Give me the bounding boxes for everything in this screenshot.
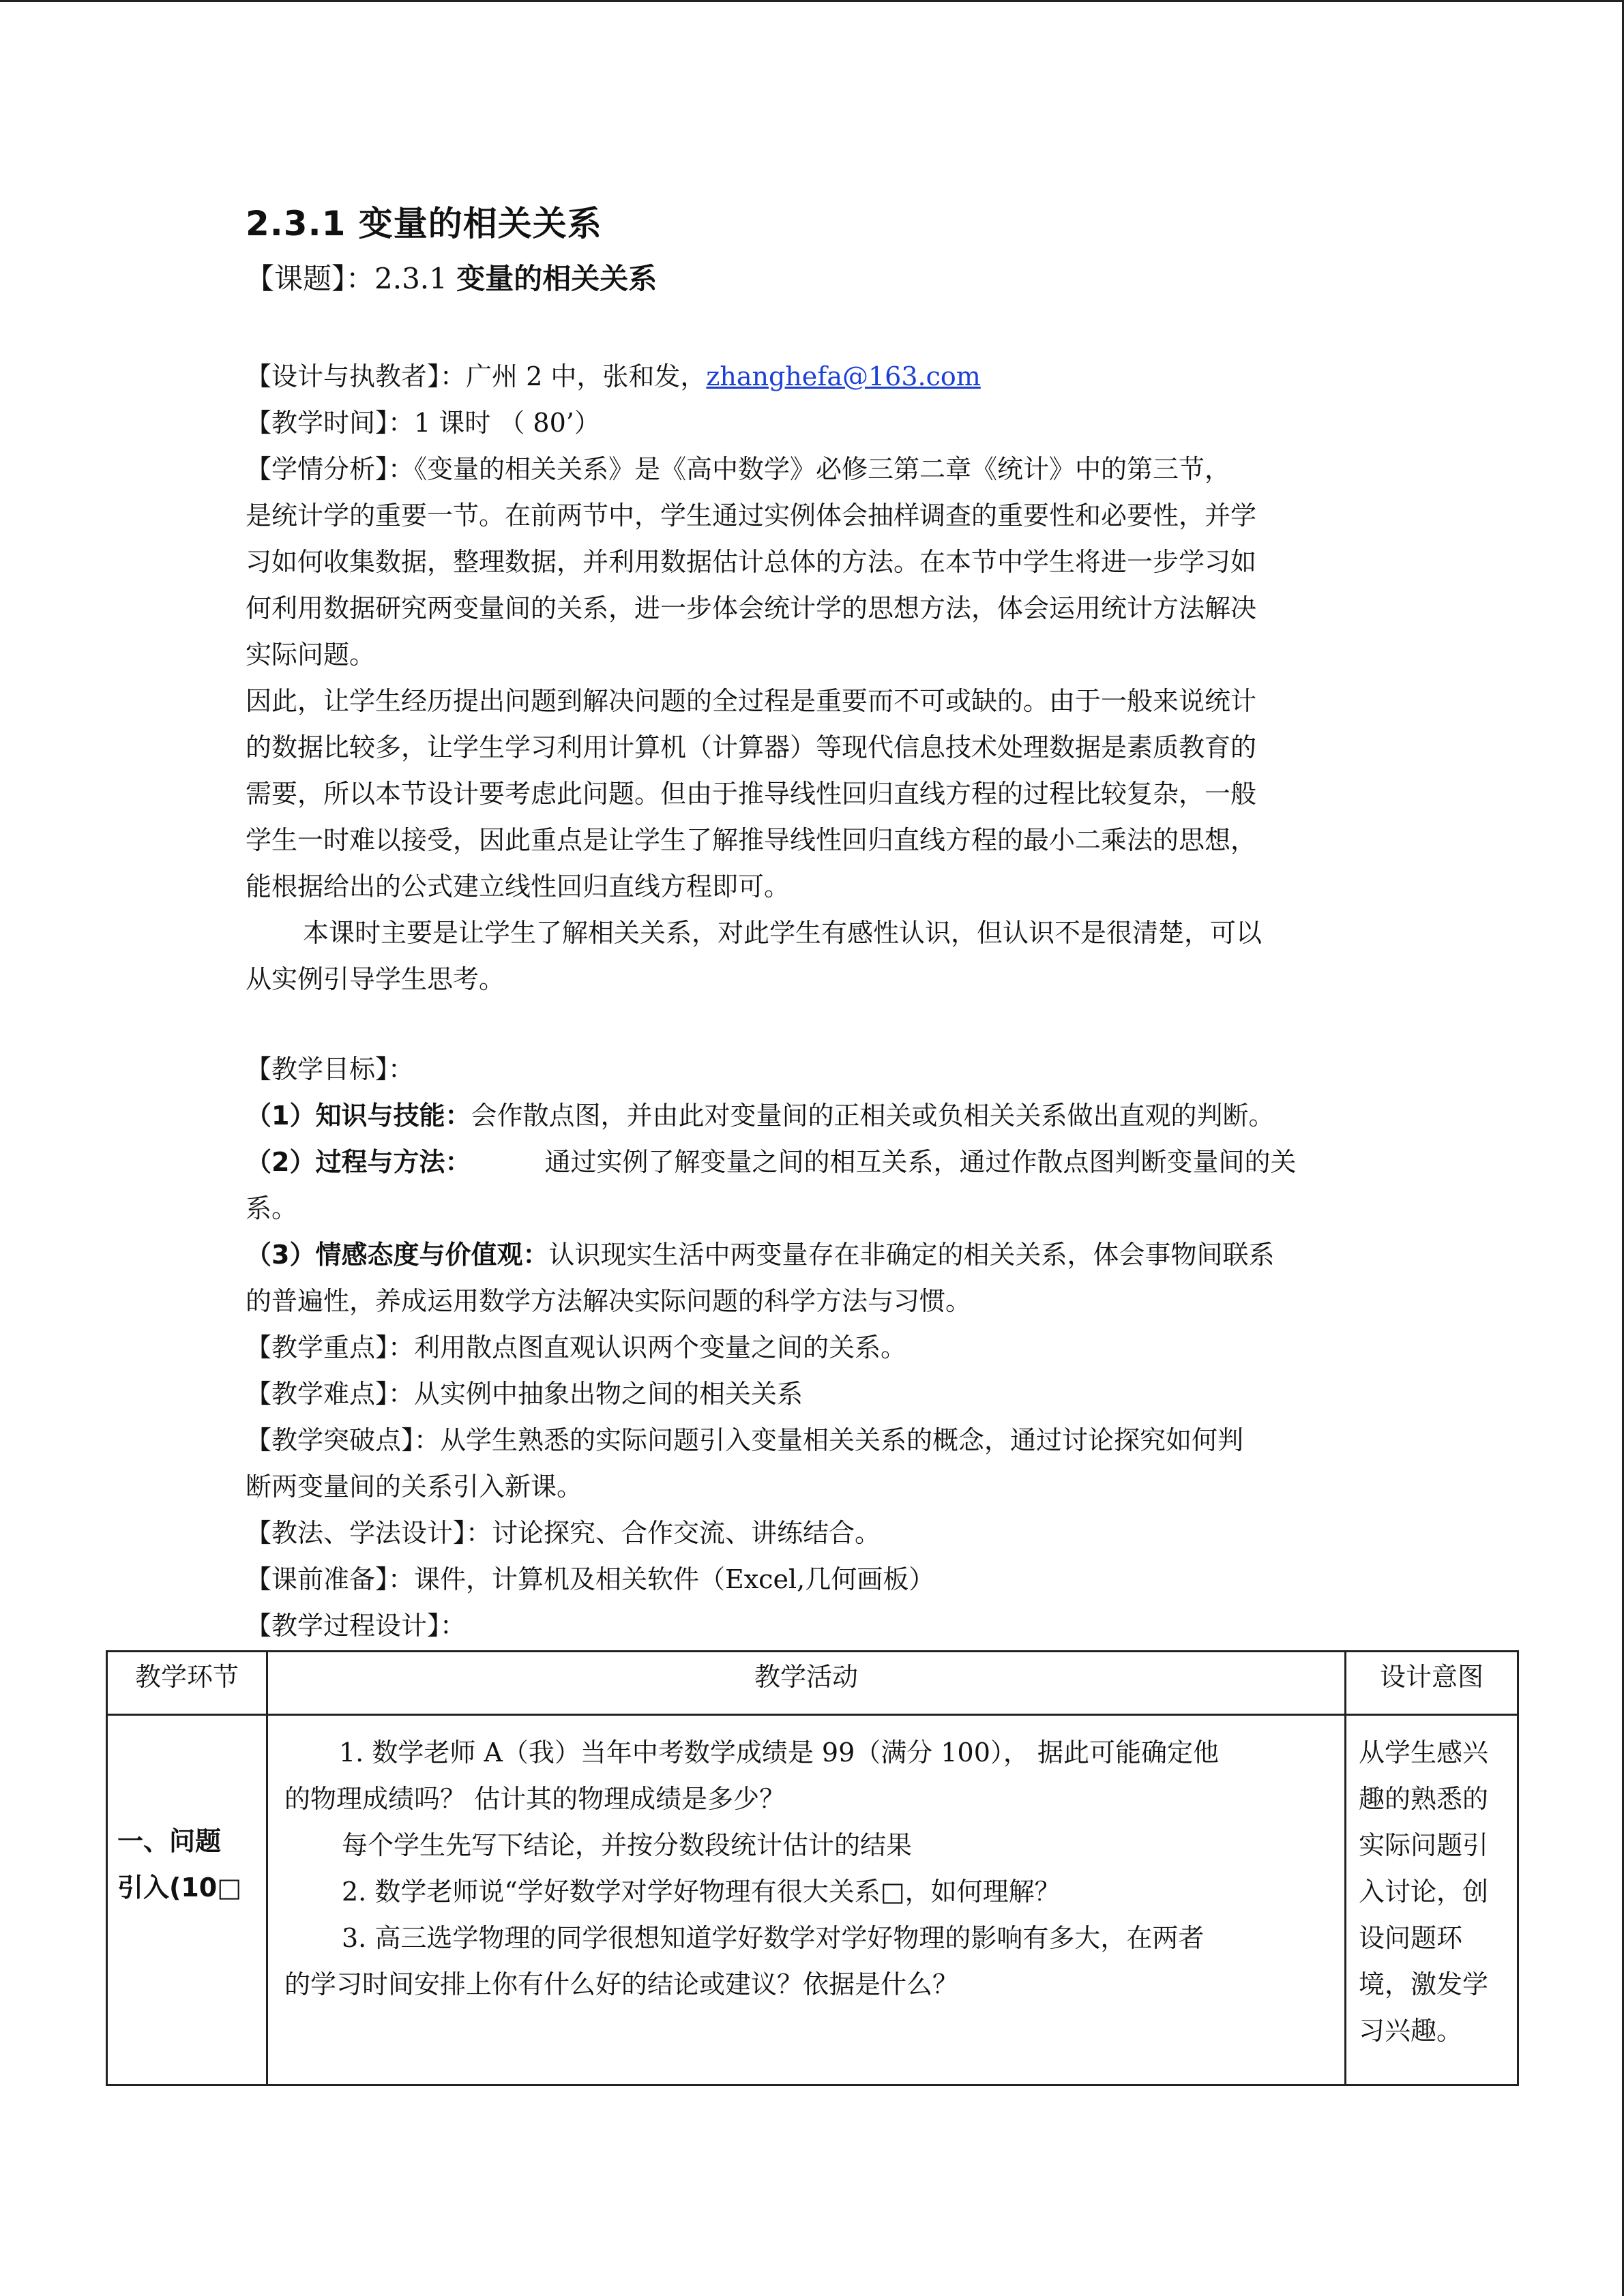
prep-line (246, 1556, 1391, 1602)
designer-text: 广州 2 中，张和发， (466, 361, 707, 391)
topic-text: 变量的相关关系 (456, 262, 658, 295)
methods-label: 【教法、学法设计】： (246, 1518, 492, 1548)
methods-line (246, 1510, 1391, 1556)
key-point-label: 【教学重点】： (246, 1332, 415, 1362)
key-point-line (246, 1324, 1391, 1371)
design-line-3: 实际问题引 (1359, 1830, 1489, 1860)
designer-email-link[interactable]: zhanghefa@163.com (706, 361, 981, 391)
goal-2-cont: 系。 (246, 1193, 298, 1223)
activity-line-5: 3. 高三选学物理的同学很想知道学好数学对学好物理的影响有多大，在两者 (342, 1923, 1205, 1953)
table-row (107, 1715, 1518, 2085)
analysis-text: 《变量的相关关系》是《高中数学》必修三第二章《统计》中的第三节， (414, 454, 1231, 484)
design-line-1: 从学生感兴 (1359, 1738, 1489, 1768)
goals-heading: 【教学目标】： (246, 1054, 415, 1084)
design-line-2: 趣的熟悉的 (1359, 1784, 1489, 1814)
goal-1 (246, 1092, 1391, 1139)
topic-number: 2.3.1 (374, 262, 457, 295)
analysis-line-3: 习如何收集数据，整理数据，并利用数据估计总体的方法。在本节中学生将进一步学习如 (246, 547, 1257, 577)
lesson-info (246, 353, 1391, 1002)
analysis-line-4: 何利用数据研究两变量间的关系，进一步体会统计学的思想方法，体会运用统计方法解决 (246, 593, 1257, 623)
analysis-line-8: 需要，所以本节设计要考虑此问题。但由于推导线性回归直线方程的过程比较复杂，一般 (246, 779, 1257, 809)
activity-line-3: 每个学生先写下结论，并按分数段统计估计的结果 (342, 1830, 913, 1860)
goal-2 (246, 1139, 1391, 1185)
breakthrough-cont: 断两变量间的关系引入新课。 (246, 1472, 583, 1502)
lesson-topic (246, 256, 657, 297)
goal-3-label: （3）情感态度与价值观： (246, 1240, 549, 1270)
stage-line-2: 引入(10□ (117, 1873, 242, 1903)
stage-line-1: 一、问题 (117, 1826, 222, 1856)
header-activity: 教学活动 (267, 1652, 1346, 1715)
activity-line-1: 1. 数学老师 A（我）当年中考数学成绩是 99（满分 100）， 据此可能确定他 (339, 1738, 1219, 1768)
analysis-label: 【学情分析】： (246, 454, 415, 484)
designer-label: 【设计与执教者】： (246, 361, 467, 391)
analysis-para2-line-1: 本课时主要是让学生了解相关关系，对此学生有感性认识，但认识不是很清楚，可以 (303, 918, 1263, 948)
goal-3-text: 认识现实生活中两变量存在非确定的相关关系，体会事物间联系 (548, 1240, 1275, 1270)
activity-line-4: 2. 数学老师说“学好数学对学好物理有很大关系□，如何理解？ (342, 1877, 1061, 1907)
stage-cell (107, 1715, 267, 2085)
breakthrough-line (246, 1417, 1391, 1463)
key-point-text: 利用散点图直观认识两个变量之间的关系。 (414, 1332, 907, 1362)
breakthrough-text: 从学生熟悉的实际问题引入变量相关关系的概念，通过讨论探究如何判 (440, 1425, 1244, 1455)
time-line (246, 400, 1391, 446)
topic-label: 【课题】： (246, 262, 375, 295)
analysis-line-6: 因此，让学生经历提出问题到解决问题的全过程是重要而不可或缺的。由于一般来说统计 (246, 686, 1257, 716)
design-cell (1346, 1715, 1518, 2085)
goal-3 (246, 1232, 1391, 1278)
goal-1-label: （1）知识与技能： (246, 1101, 471, 1131)
lesson-goals (246, 1046, 1391, 1649)
goal-3-cont: 的普遍性，养成运用数学方法解决实际问题的科学方法与习惯。 (246, 1286, 972, 1316)
activity-cell (267, 1715, 1346, 2085)
designer-line (246, 353, 1391, 400)
analysis-line-2: 是统计学的重要一节。在前两节中，学生通过实例体会抽样调查的重要性和必要性，并学 (246, 501, 1257, 531)
analysis-line-10: 能根据给出的公式建立线性回归直线方程即可。 (246, 871, 791, 901)
difficulty-text: 从实例中抽象出物之间的相关关系 (414, 1379, 803, 1409)
design-line-5: 设问题环 (1359, 1923, 1463, 1953)
process-heading: 【教学过程设计】： (246, 1611, 467, 1641)
header-stage: 教学环节 (107, 1652, 267, 1715)
design-line-6: 境，激发学 (1359, 1969, 1489, 1999)
page-title: 2.3.1 变量的相关关系 (246, 204, 602, 243)
process-table (106, 1650, 1519, 2086)
table-header-row (107, 1652, 1518, 1715)
breakthrough-label: 【教学突破点】： (246, 1425, 441, 1455)
design-line-7: 习兴趣。 (1359, 2016, 1463, 2046)
activity-line-2: 的物理成绩吗？ 估计其的物理成绩是多少？ (284, 1784, 786, 1814)
analysis-line-5: 实际问题。 (246, 640, 376, 670)
prep-text: 课件，计算机及相关软件（Excel,几何画板） (414, 1564, 935, 1594)
time-text: 1 课时 （ 80’） (414, 408, 600, 438)
activity-line-6: 的学习时间安排上你有什么好的结论或建议？依据是什么？ (284, 1969, 959, 1999)
difficulty-label: 【教学难点】： (246, 1379, 415, 1409)
time-label: 【教学时间】： (246, 408, 415, 438)
analysis-para2-line-2: 从实例引导学生思考。 (246, 964, 505, 994)
prep-label: 【课前准备】： (246, 1564, 415, 1594)
header-design: 设计意图 (1346, 1652, 1518, 1715)
goal-1-text: 会作散点图，并由此对变量间的正相关或负相关关系做出直观的判断。 (471, 1101, 1275, 1131)
analysis-line-1 (246, 446, 1391, 492)
design-line-4: 入讨论，创 (1359, 1877, 1489, 1907)
goal-2-label: （2）过程与方法： (246, 1147, 471, 1177)
difficulty-line (246, 1371, 1391, 1417)
goal-2-text: 通过实例了解变量之间的相互关系，通过作散点图判断变量间的关 (544, 1147, 1297, 1177)
analysis-line-9: 学生一时难以接受，因此重点是让学生了解推导线性回归直线方程的最小二乘法的思想， (246, 825, 1257, 855)
analysis-line-7: 的数据比较多，让学生学习利用计算机（计算器）等现代信息技术处理数据是素质教育的 (246, 732, 1257, 762)
methods-text: 讨论探究、合作交流、讲练结合。 (492, 1518, 881, 1548)
page-border-top (0, 0, 1624, 2)
